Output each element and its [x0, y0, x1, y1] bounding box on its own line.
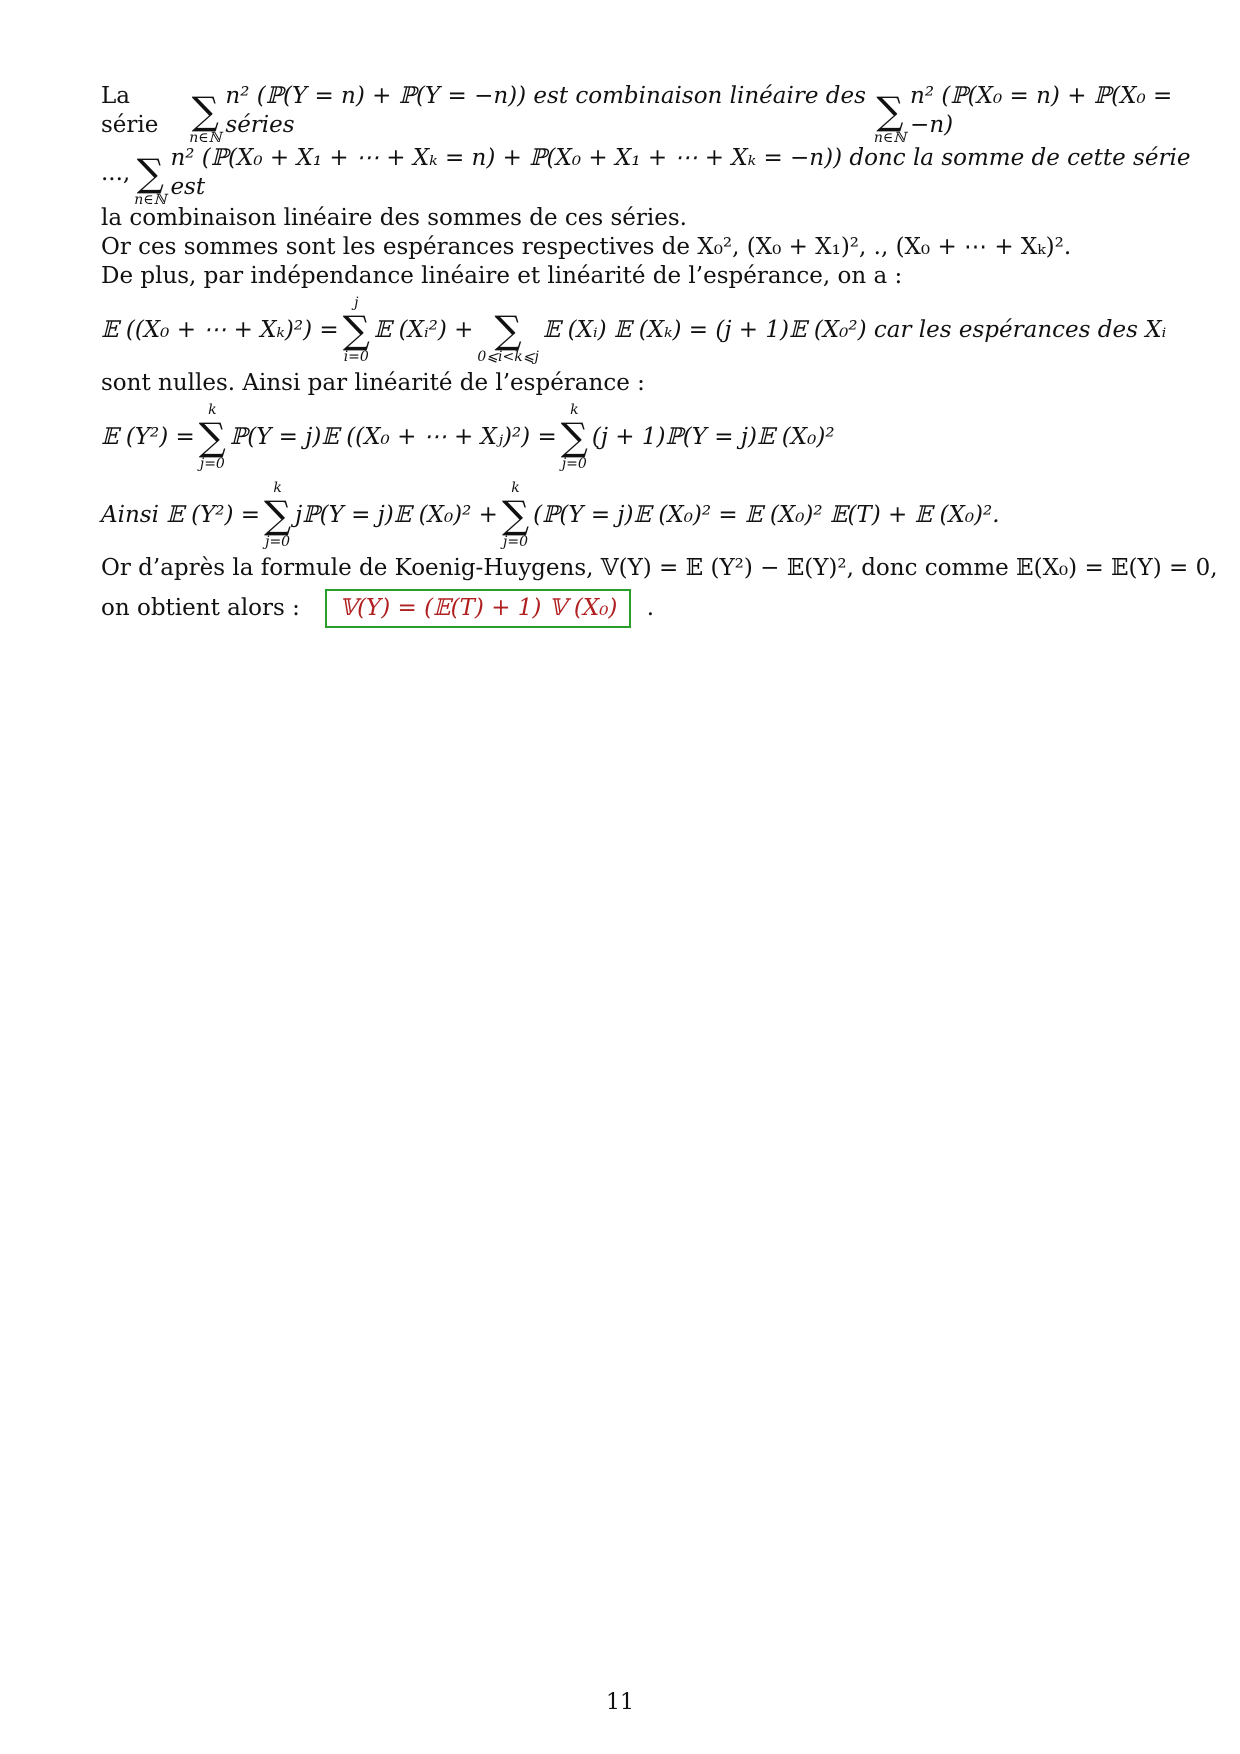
sum-upper-limit: k [208, 402, 217, 418]
sum-lower-limit: n∈ℕ [134, 192, 167, 208]
page-number: 11 [606, 1690, 634, 1715]
sum-lower-limit: j=0 [265, 534, 291, 550]
equation-lhs: Ainsi 𝔼 (Y²) = [101, 501, 261, 528]
sum-upper-limit: k [570, 402, 579, 418]
sum-operator: ∑ n∈ℕ [189, 89, 222, 146]
sum-lower-limit: n∈ℕ [189, 130, 222, 146]
equation-term: jℙ(Y = j)𝔼 (X₀)² + [295, 501, 498, 528]
sum-operator: k ∑ j=0 [264, 480, 292, 550]
series-expression: n² (ℙ(X₀ = n) + ℙ(X₀ = −n) [910, 83, 1173, 138]
series-expression: n² (ℙ(X₀ + X₁ + ⋯ + Xₖ = n) + ℙ(X₀ + X₁ + ⋯ + Xₖ = −n)) donc la somme de cette série est [170, 145, 1191, 200]
ellipsis-text: ..., [101, 159, 131, 186]
proof-text [101, 80, 1218, 628]
equation-term: (ℙ(Y = j)𝔼 (X₀)² = 𝔼 (X₀)² 𝔼(T) + 𝔼 (X₀)². [533, 501, 1000, 528]
equation-term: ℙ(Y = j)𝔼 ((X₀ + ⋯ + Xⱼ)²) = [229, 423, 557, 450]
line-11 [101, 589, 1191, 628]
sum-operator: ∑ n∈ℕ [873, 89, 907, 146]
sum-operator: k ∑ j=0 [198, 402, 226, 472]
equation-term: 𝔼 (Xᵢ) 𝔼 (Xₖ) = (j + 1)𝔼 (X₀²) car les espérances des Xᵢ [542, 316, 1167, 343]
sum-lower-limit: i=0 [343, 349, 369, 365]
line-9-equation [101, 476, 1191, 554]
line-6-equation [101, 291, 1191, 369]
sum-lower-limit: 0⩽i<k⩽j [477, 349, 539, 365]
sum-operator: k ∑ j=0 [501, 480, 530, 550]
line-4: Or ces sommes sont les espérances respectives de X₀², (X₀ + X₁)², ., (X₀ + ⋯ + Xₖ)². [101, 234, 1072, 260]
sum-operator: ∑ 0⩽i<k⩽j [477, 308, 539, 365]
sum-lower-limit: j=0 [199, 456, 225, 472]
equation-lhs: 𝔼 (Y²) = [101, 423, 195, 450]
sum-upper-limit: j [354, 295, 359, 311]
line-8-equation [101, 398, 1191, 476]
text-la-serie: La série [101, 83, 159, 138]
sum-lower-limit: j=0 [503, 534, 529, 550]
sum-operator: j ∑ i=0 [342, 295, 370, 365]
series-expression: n² (ℙ(Y = n) + ℙ(Y = −n)) est combinaison linéaire des séries [225, 83, 866, 138]
line-10: Or d’après la formule de Koenig-Huygens, 𝕍(Y) = 𝔼 (Y²) − 𝔼(Y)², donc comme 𝔼(X₀) = 𝔼(Y) = 0, [101, 555, 1218, 581]
sum-operator: ∑ n∈ℕ [134, 151, 167, 208]
line-3: la combinaison linéaire des sommes de ces séries. [101, 205, 687, 231]
period: . [646, 595, 655, 621]
line-7: sont nulles. Ainsi par linéarité de l’espérance : [101, 370, 645, 396]
line-5: De plus, par indépendance linéaire et linéarité de l’espérance, on a : [101, 263, 903, 289]
line-2 [101, 142, 1191, 208]
sum-lower-limit: n∈ℕ [873, 130, 907, 146]
equation-term: (j + 1)ℙ(Y = j)𝔼 (X₀)² [591, 423, 835, 450]
equation-term: 𝔼 (Xᵢ²) + [373, 316, 474, 343]
sum-upper-limit: k [511, 480, 520, 496]
conclusion-text: on obtient alors : [101, 595, 300, 621]
sum-upper-limit: k [273, 480, 282, 496]
line-1 [101, 80, 1191, 146]
sum-lower-limit: j=0 [561, 456, 587, 472]
boxed-result: 𝕍(Y) = (𝔼(T) + 1) 𝕍 (X₀) [325, 589, 631, 628]
sum-operator: k ∑ j=0 [560, 402, 588, 472]
equation-lhs: 𝔼 ((X₀ + ⋯ + Xₖ)²) = [101, 316, 339, 343]
